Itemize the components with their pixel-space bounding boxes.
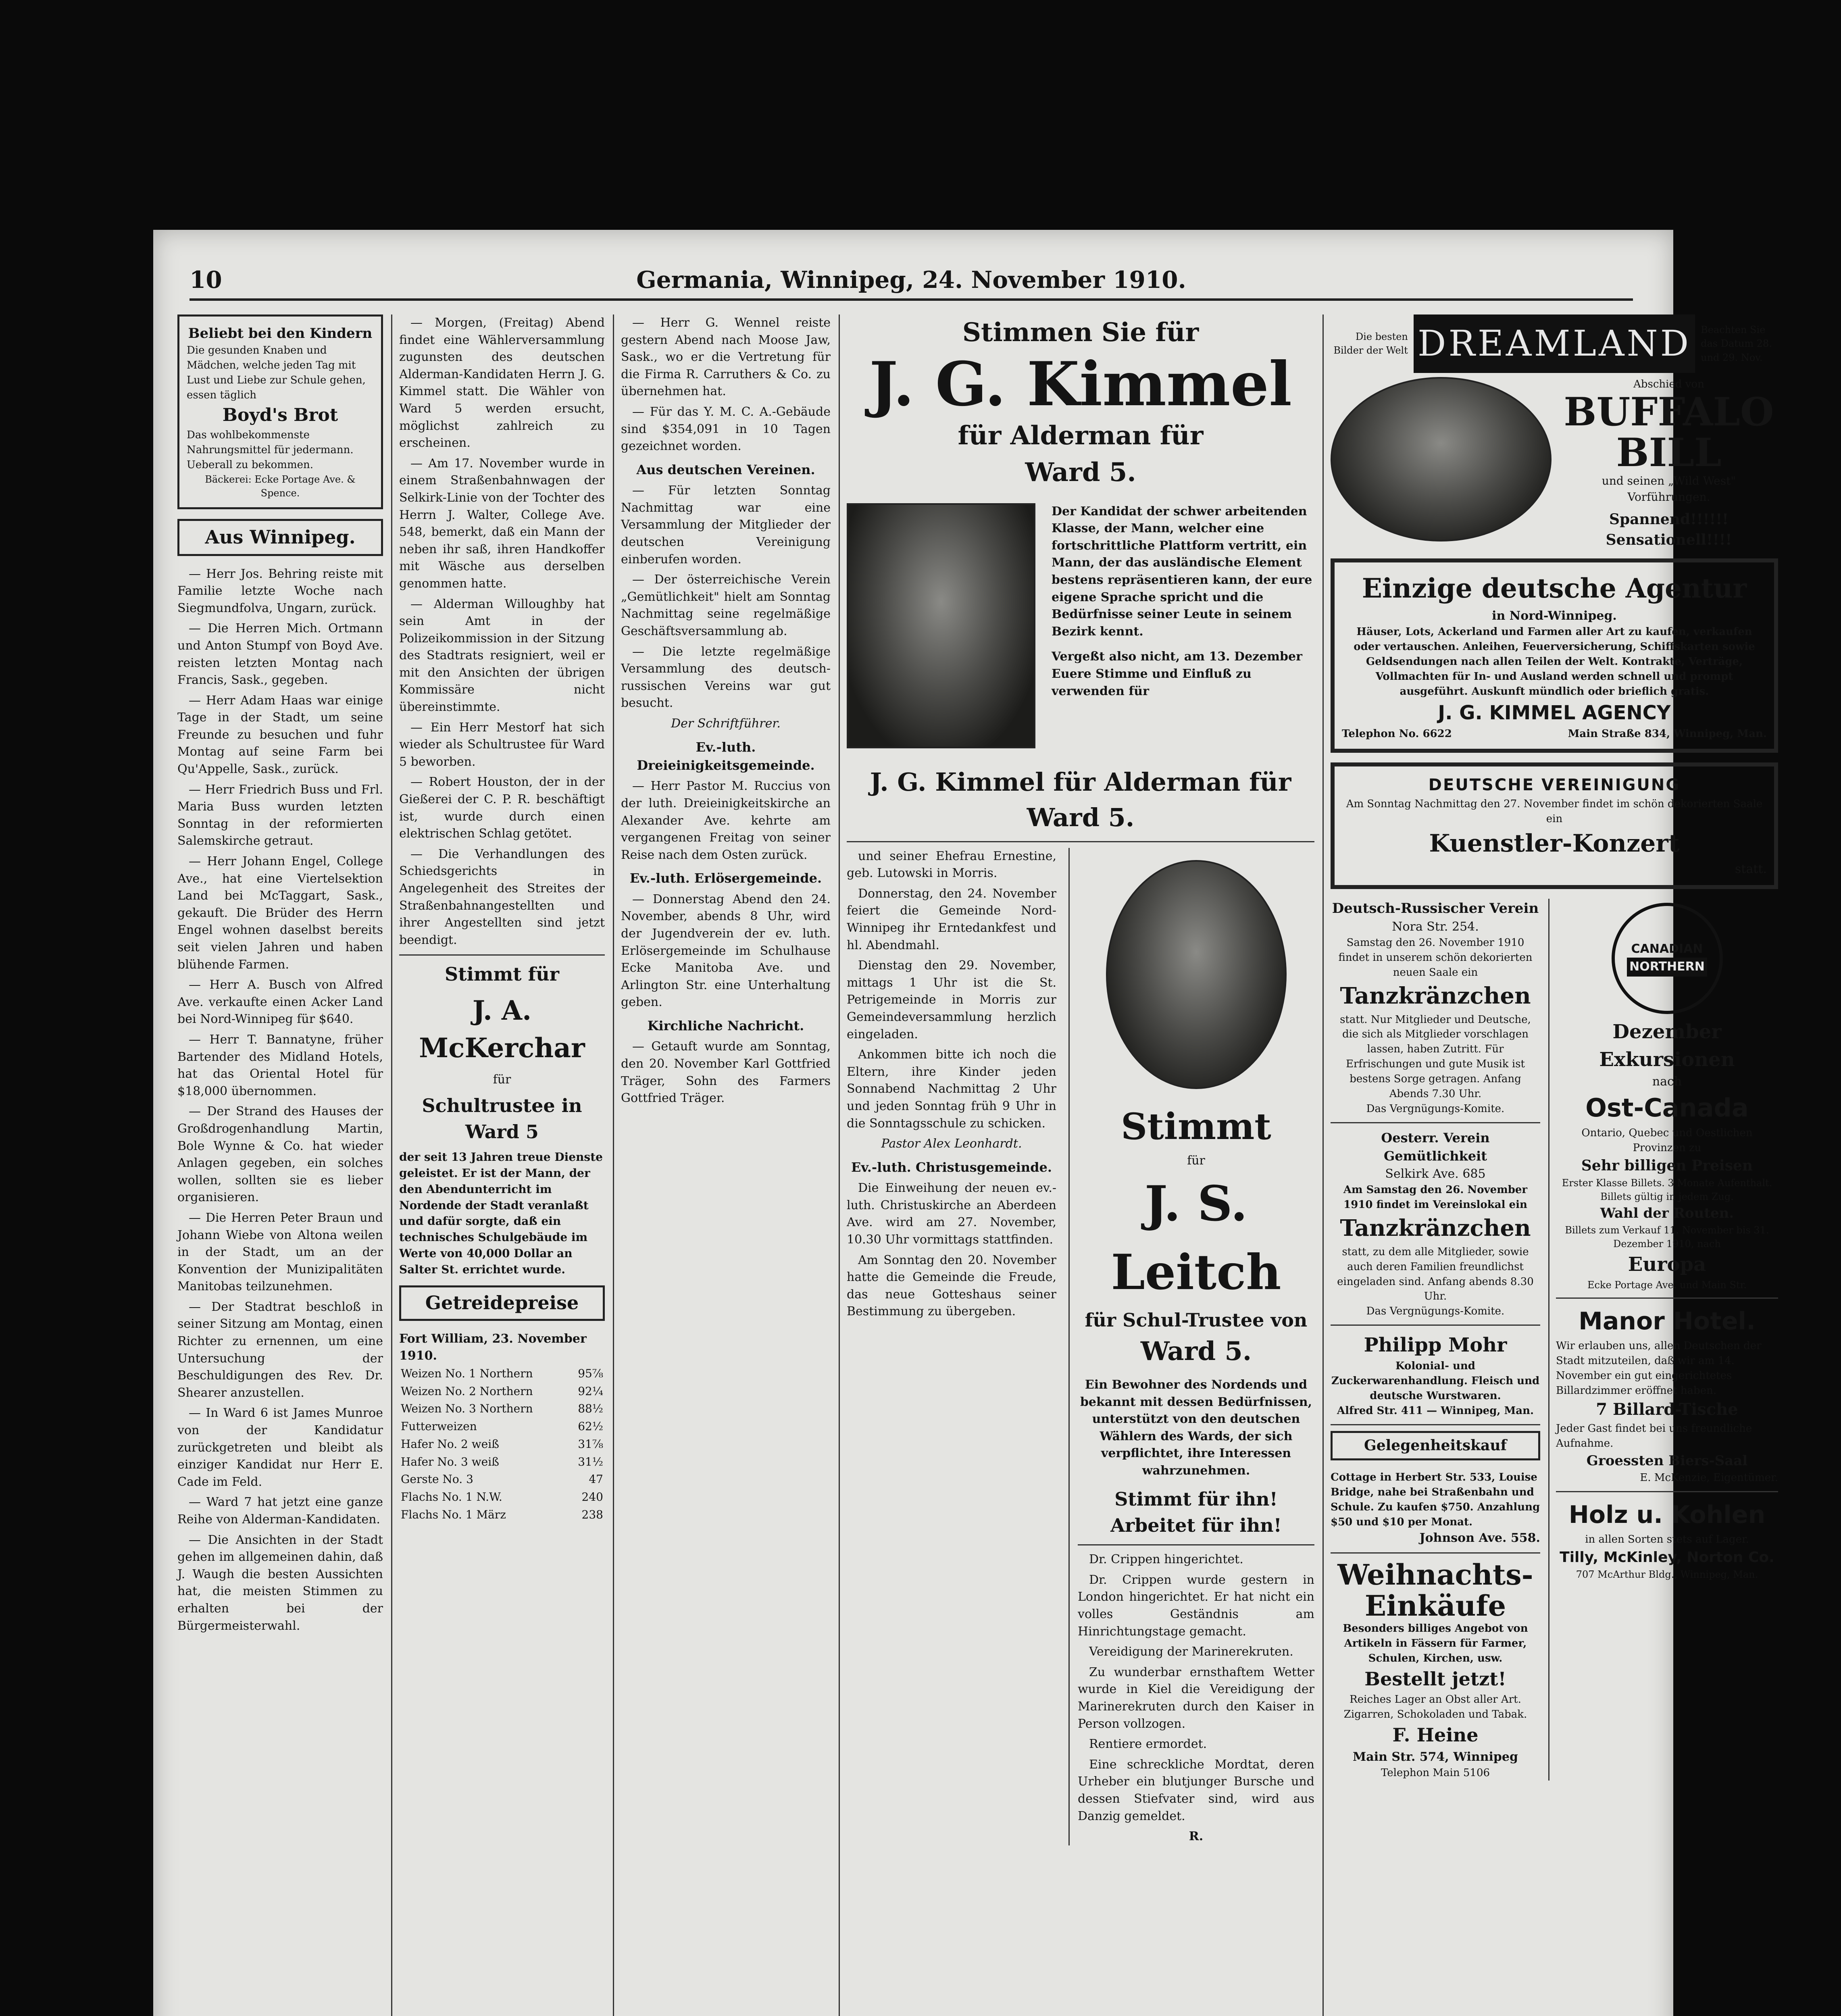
grain-row	[399, 1400, 605, 1418]
leitch-column	[1068, 848, 1314, 1845]
grain-row	[399, 1435, 605, 1453]
grain-name: Flachs No. 1 N.W.	[401, 1490, 502, 1504]
grain-row	[399, 1418, 605, 1435]
grain-name: Flachs No. 1 März	[401, 1508, 506, 1521]
oest-text2: statt, zu dem alle Mitglieder, sowie auch deren Familien freundlichst eingeladen sind. Anfang abends 8.30 Uhr.	[1337, 1245, 1534, 1303]
news-paragraph: — Morgen, (Freitag) Abend findet eine Wählerversammlung zugunsten des deutschen Alderman-Kandidaten Herrn J. G. Kimmel statt. Die Wähler von Ward 5 werden ersucht, möglichst zahlreich zu erscheinen.	[399, 316, 605, 450]
mohr-addr: Alfred Str. 411 — Winnipeg, Man.	[1337, 1405, 1534, 1417]
boyds-headline: Beliebt bei den Kindern	[188, 325, 373, 342]
grain-name: Weizen No. 1 Northern	[401, 1366, 533, 1380]
mckerchar-heading: Stimmt für	[444, 963, 560, 985]
grain-price: 31½	[578, 1455, 603, 1468]
news-paragraph: — Getauft wurde am Sonntag, den 20. November Karl Gottfried Träger, Sohn des Farmers Gottfried Träger.	[621, 1039, 831, 1106]
dv-statt: statt.	[1735, 862, 1767, 876]
holz-name: Tilly, McKinley, Norton Co.	[1560, 1549, 1774, 1566]
divider	[1078, 1544, 1314, 1545]
news-paragraph: — Herr G. Wennel reiste gestern Abend nach Moose Jaw, Sask., wo er die Vertretung für die Firma R. Carruthers & Co. zu übernehmen hat.	[621, 316, 831, 399]
oest-addr: Selkirk Ave. 685	[1385, 1166, 1486, 1181]
news-paragraph: — Herr Pastor M. Ruccius von der luth. Dreieinigkeitskirche an Alexander Ave. kehrte am vergangenen Freitag von seiner Reise nach dem Osten zurück.	[621, 779, 831, 862]
news-paragraph: — Herr Johann Engel, College Ave., hat eine Viertelsektion Land bei McTaggart, Sask., gekauft. Die Brüder des Herrn Engel wohnen daselbst bereits seit vielen Jahren und haben blühende Farmen.	[177, 854, 383, 972]
grain-price: 95⅞	[578, 1366, 603, 1380]
leitch-ward: Ward 5.	[1140, 1336, 1252, 1367]
agentur-addr: Main Straße 834, Winnipeg, Man.	[1568, 728, 1767, 740]
kimmel-text2: Vergeßt also nicht, am 13. Dezember Euere Stimme und Einfluß zu verwenden für	[1052, 650, 1302, 698]
holz-text: in allen Sorten stets auf Lager.	[1585, 1533, 1749, 1545]
agentur-title: Einzige deutsche Agentur	[1362, 573, 1747, 604]
oest-text: Am Samstag den 26. November 1910 findet im Vereinslokal ein	[1343, 1184, 1528, 1211]
dreamland-logo: DREAMLAND	[1414, 314, 1695, 373]
section-christusgemeinde: Ev.-luth. Christusgemeinde.	[851, 1159, 1052, 1175]
news-paragraph: — Herr Adam Haas war einige Tage in der Stadt, um seine Freunde zu besuchen und fuhr Montag auf seine Farm bei Qu'Appelle, Sask., zurück.	[177, 693, 383, 777]
cn-logo-line1: CANADIAN	[1631, 941, 1703, 956]
cn-text2: Erster Klasse Billets. 3 Monate Aufenthalt. Billets gültig in jedem Zug.	[1562, 1177, 1772, 1203]
news-paragraph: und seiner Ehefrau Ernestine, geb. Lutowski in Morris.	[847, 849, 1056, 881]
drv-addr: Nora Str. 254.	[1392, 919, 1479, 934]
news-paragraph: — Der Stadtrat beschloß in seiner Sitzung am Montag, einen Richter zu ernennen, um eine Untersuchung der Beschuldigungen des Rev. Dr. Shearer anzustellen.	[177, 1300, 383, 1400]
buffalo-cta1: Spannend!!!!!!	[1609, 510, 1729, 528]
grain-row	[399, 1383, 605, 1400]
buffalo-bill-name: BUFFALO BILL	[1564, 389, 1774, 475]
divider	[1331, 1424, 1540, 1425]
news-paragraph: — Die Verhandlungen des Schiedsgerichts in Angelegenheit des Streites der Straßenbahnangestellten und ihrer Angestellten sind jetzt beendigt.	[399, 847, 605, 947]
grain-price-table	[399, 1365, 605, 1524]
news-paragraph: — Ein Herr Mestorf hat sich wieder als Schultrustee für Ward 5 beworben.	[399, 720, 605, 769]
grain-row	[399, 1506, 605, 1524]
agentur-contact	[1342, 727, 1767, 741]
leitch-name: J. S. Leitch	[1111, 1175, 1281, 1301]
grain-row	[399, 1365, 605, 1383]
column-4-lower	[847, 848, 1314, 1845]
news-paragraph: — Am 17. November wurde in einem Straßenbahnwagen der Selkirk-Linie von der Tochter des Herrn J. Walter, College Ave. 548, bemerkt, daß ein Mann der neben ihr saß, ihren Handkoffer mit Wäsche aus derselben genommen hatte.	[399, 456, 605, 591]
cn-addr: Ecke Portage Ave. und Main Str.	[1587, 1279, 1747, 1291]
agentur-name: J. G. KIMMEL AGENCY	[1438, 702, 1671, 725]
kimmel-portrait	[847, 503, 1035, 748]
buffalo-bill-ad	[1331, 377, 1778, 550]
wk-tel: Telephon Main 5106	[1381, 1767, 1490, 1779]
leitch-text: Ein Bewohner des Nordends und bekannt mit dessen Bedürfnissen, unterstützt von den deutschen Wählern des Wards, der sich verpflichtet, ihre Interessen wahrzunehmen.	[1080, 1378, 1312, 1478]
grain-name: Futterweizen	[401, 1420, 477, 1433]
buffalo-cta2: Sensationell!!!!	[1606, 531, 1732, 549]
manor-sig: E. McKenzie, Eigentümer.	[1640, 1471, 1778, 1484]
gk-title: Gelegenheitskauf	[1331, 1431, 1540, 1460]
leitch-cta1: Stimmt für ihn!	[1114, 1488, 1278, 1510]
kimmel-ward: Ward 5.	[1025, 457, 1136, 487]
grain-price: 238	[581, 1508, 603, 1521]
cn-europa: Europa	[1628, 1253, 1706, 1276]
section-kirchliche-nachricht: Kirchliche Nachricht.	[647, 1018, 804, 1033]
news-paragraph: Vereidigung der Marinerekruten.	[1089, 1645, 1293, 1659]
column-rule	[391, 314, 392, 2016]
leitch-cta2: Arbeitet für ihn!	[1110, 1514, 1282, 1536]
column-1-articles	[177, 566, 383, 1635]
mckerchar-text: der seit 13 Jahren treue Dienste geleistet. Er ist der Mann, der den Abendunterricht im Nordende der Stadt veranlaßt und dafür sorgte, daß ein technisches Schulgebäude im Werte von 40,000 Dollar an Salter St. errichtet wurde.	[399, 1150, 603, 1276]
boyds-brand: Boyd's Brot	[222, 404, 338, 425]
kirchliche-articles	[621, 1038, 831, 1107]
wk-text: Besonders billiges Angebot von Artikeln in Fässern für Farmer, Schulen, Kirchen, usw.	[1343, 1622, 1528, 1665]
leitch-head: Stimmt	[1121, 1105, 1271, 1148]
section-aus-deutschen-vereinen: Aus deutschen Vereinen.	[636, 462, 815, 477]
wk-name: F. Heine	[1392, 1724, 1479, 1746]
manor-bier: Groessten Biers-Saal	[1586, 1452, 1748, 1469]
cn-nach: nach	[1652, 1074, 1682, 1089]
column-1	[177, 314, 383, 2016]
grain-price: 47	[589, 1472, 603, 1486]
leitch-role: für Schul-Trustee von	[1085, 1309, 1308, 1331]
column-5	[1331, 314, 1778, 2016]
news-paragraph: — In Ward 6 ist James Munroe von der Kandidatur zurückgetreten und bleibt als einziger Kandidat nur Herr E. Cade im Feld.	[177, 1406, 383, 1489]
drv-event: Tanzkränzchen	[1340, 983, 1531, 1010]
news-paragraph: — Herr Jos. Behring reiste mit Familie letzte Woche nach Siegmundfolva, Ungarn, zurück.	[177, 566, 383, 615]
cn-dest: Ost-Canada	[1585, 1093, 1749, 1123]
dreamland-ad	[1331, 314, 1778, 373]
wk-cta: Bestellt jetzt!	[1364, 1668, 1506, 1690]
column-3-news	[621, 314, 831, 455]
buffalo-bill-text	[1560, 377, 1778, 550]
news-paragraph: — Herr A. Busch von Alfred Ave. verkaufte einen Acker Land bei Nord-Winnipeg für $640.	[177, 978, 383, 1027]
news-paragraph: — Donnerstag Abend den 24. November, abends 8 Uhr, wird der Jugendverein der ev. luth. Erlösergemeinde im Schulhause Ecke Manitoba Ave. und Arlington Str. eine Unterhaltung geben.	[621, 892, 831, 1010]
dv-title: DEUTSCHE VEREINIGUNG	[1428, 776, 1681, 795]
divider	[399, 954, 605, 956]
dreamland-left: Die besten Bilder der Welt	[1333, 331, 1408, 356]
column-4	[847, 314, 1314, 2016]
grain-price: 88½	[578, 1402, 603, 1416]
vereine-articles	[621, 482, 831, 712]
leitch-fuer: für	[1187, 1154, 1205, 1168]
oest-event: Tanzkränzchen	[1340, 1215, 1531, 1242]
column-rule	[839, 314, 840, 2016]
boyds-text: Die gesunden Knaben und Mädchen, welche jeden Tag mit Lust und Liebe zur Schule gehen, essen täglich	[187, 344, 366, 401]
news-paragraph: — Herr Friedrich Buss und Frl. Maria Buss wurden letzten Sonntag in der reformierten Salemskirche getraut.	[177, 782, 383, 848]
news-paragraph: — Ward 7 hat jetzt eine ganze Reihe von Alderman-Kandidaten.	[177, 1495, 383, 1527]
manor-billard: 7 Billard-Tische	[1596, 1400, 1738, 1419]
deutsche-vereinigung-ad	[1331, 762, 1778, 889]
column-4-right-news	[1078, 1551, 1314, 1825]
cn-routes: Wahl der Routen.	[1600, 1205, 1734, 1222]
news-paragraph: — Für letzten Sonntag Nachmittag war eine Versammlung der Mitglieder der deutschen Vereinigung einberufen worden.	[621, 483, 831, 566]
dreamland-right: Beachten Sie das Datum 28. und 29. Nov.	[1701, 324, 1772, 363]
divider	[1331, 1325, 1540, 1326]
cn-logo-line2: NORTHERN	[1627, 958, 1707, 977]
news-paragraph: — Robert Houston, der in der Gießerei der C. P. R. beschäftigt ist, wurde durch einen elektrischen Schlag getötet.	[399, 775, 605, 841]
news-paragraph: Dr. Crippen hingerichtet.	[1089, 1552, 1243, 1567]
manor-text: Wir erlauben uns, allen Deutschen der Stadt mitzuteilen, daß wir am 14. November ein gut eingerichtetes Billardzimmer eröffnet haben.	[1556, 1340, 1762, 1397]
news-paragraph: — Herr T. Bannatyne, früher Bartender des Midland Hotels, hat das Oriental Hotel für $18,000 übernommen.	[177, 1032, 383, 1098]
grain-price: 92¼	[578, 1384, 603, 1398]
column-rule	[1322, 314, 1324, 2016]
column-2-articles	[399, 314, 605, 949]
cn-text: Ontario, Quebec und Oestlichen Provinzen zu	[1581, 1127, 1753, 1154]
page-number: 10	[190, 266, 222, 294]
buffalo-bill-sub: und seinen „Wild West" Vorführungen.	[1602, 474, 1736, 504]
drv-title: Deutsch-Russischer Verein	[1332, 900, 1539, 917]
grain-row	[399, 1470, 605, 1488]
grain-name: Weizen No. 3 Northern	[401, 1402, 533, 1416]
kimmel-ad	[847, 314, 1314, 835]
agentur-tel: Telephon No. 6622	[1342, 728, 1452, 740]
wk-addr: Main Str. 574, Winnipeg	[1353, 1749, 1518, 1764]
grain-row	[399, 1488, 605, 1506]
signature-r: R.	[1189, 1829, 1204, 1844]
cn-text3: Billets zum Verkauf 11. November bis 31. Dezember 1910, nach	[1565, 1224, 1769, 1250]
wk-title: Weihnachts-Einkäufe	[1337, 1558, 1533, 1623]
signature-schriftfuehrer: Der Schriftführer.	[671, 716, 781, 731]
mckerchar-name: J. A. McKerchar	[419, 994, 585, 1064]
gk-text: Cottage in Herbert Str. 533, Louise Bridge, nahe bei Straßenbahn und Schule. Zu kaufen $750. Anzahlung $50 und $10 per Monat.	[1331, 1471, 1540, 1528]
news-paragraph: Dr. Crippen wurde gestern in London hingerichtet. Er hat nicht ein volles Geständnis am Hinrichtungstage gemacht.	[1078, 1572, 1314, 1639]
wk-text2: Reiches Lager an Obst aller Art. Zigarren, Schokoladen und Tabak.	[1343, 1693, 1527, 1721]
news-paragraph: Dienstag den 29. November, mittags 1 Uhr ist die St. Petrigemeinde in Morris zur Gemeindeversammlung herzlich eingeladen.	[847, 958, 1056, 1041]
grain-name: Hafer No. 2 weiß	[401, 1437, 499, 1451]
mohr-text: Kolonial- und Zuckerwarenhandlung. Fleisch und deutsche Wurstwaren.	[1331, 1360, 1540, 1402]
kimmel-body	[847, 503, 1314, 748]
news-paragraph: — Die Herren Mich. Ortmann und Anton Stumpf von Boyd Ave. reisten letzten Montag nach Francis, Sask., gegeben.	[177, 621, 383, 687]
grain-row	[399, 1453, 605, 1471]
drv-sig: Das Vergnügungs-Komite.	[1366, 1103, 1505, 1115]
leitch-portrait	[1106, 860, 1287, 1089]
news-paragraph: — Für das Y. M. C. A.-Gebäude sind $354,091 in 10 Tagen gezeichnet worden.	[621, 404, 831, 454]
grain-name: Hafer No. 3 weiß	[401, 1455, 499, 1468]
section-aus-winnipeg: Aus Winnipeg.	[177, 519, 383, 556]
holz-title: Holz u. Kohlen	[1568, 1500, 1766, 1529]
column-5-right	[1548, 899, 1778, 1781]
boyds-contact: Bäckerei: Ecke Portage Ave. & Spence.	[205, 474, 356, 499]
news-paragraph: — Der Strand des Hauses der Großdrogenhandlung Martin, Bole Wynne & Co. hat wieder Anlagen gegeben, ein solches wollen, sollten sie es lieber organisieren.	[177, 1104, 383, 1205]
column-3	[621, 314, 831, 2016]
dreamland-sub: Abschied von	[1633, 378, 1704, 390]
news-paragraph: Am Sonntag den 20. November hatte die Gemeinde die Freude, das neue Gotteshaus seiner Bestimmung zu übergeben.	[847, 1253, 1056, 1319]
column-4-left-news	[847, 848, 1056, 1845]
christus-articles-a	[847, 848, 1056, 1133]
news-paragraph: — Der österreichische Verein „Gemütlichkeit" hielt am Sonntag Nachmittag seine regelmäßige Geschäftsversammlung ab.	[621, 573, 831, 638]
grain-heading: Getreidepreise	[399, 1285, 605, 1320]
manor-title: Manor Hotel.	[1579, 1307, 1756, 1336]
news-paragraph: — Die Herren Peter Braun und Johann Wiebe von Altona weilen in der Stadt, um an der Konvention der Munizipalitäten Manitobas teilzunehmen.	[177, 1210, 383, 1294]
mckerchar-fuer: für	[493, 1073, 511, 1087]
divider	[1331, 1552, 1540, 1554]
news-paragraph: — Die Ansichten in der Stadt gehen im allgemeinen dahin, daß J. Waugh die besten Aussichten hat, die meisten Stimmen zu erhalten bei der Bürgermeisterwahl.	[177, 1533, 383, 1633]
section-erloeser: Ev.-luth. Erlösergemeinde.	[629, 871, 822, 886]
cn-price: Sehr billigen Preisen	[1581, 1157, 1753, 1175]
signature-leonhardt: Pastor Alex Leonhardt.	[881, 1137, 1022, 1151]
kimmel-name: J. G. Kimmel	[869, 348, 1292, 420]
kimmel-bottom: J. G. Kimmel für Alderman für Ward 5.	[870, 767, 1291, 832]
oest-title: Oesterr. Verein Gemütlichkeit	[1381, 1130, 1490, 1164]
grain-price: 62½	[578, 1420, 603, 1433]
oest-sig: Das Vergnügungs-Komite.	[1366, 1305, 1505, 1318]
section-dreieinigkeit: Ev.-luth. Dreieinigkeitsgemeinde.	[637, 739, 815, 773]
dv-text: Am Sonntag Nachmittag den 27. November findet im schön dekorierten Saale ein	[1346, 798, 1763, 825]
gk-sig: Johnson Ave. 558.	[1419, 1531, 1540, 1545]
kimmel-text-block	[1052, 503, 1314, 748]
dreieinigkeit-articles	[621, 778, 831, 864]
agentur-text: Häuser, Lots, Ackerland und Farmen aller Art zu kaufen, verkaufen oder vertauschen. Anleihen, Feuerversicherung, Schiffskarten sowie Geldsendungen nach allen Teilen der Welt. Kontrakte, Verträge, Vollmachten für In- und Ausland werden schnell und prompt ausgeführt. Auskunft mündlich oder brieflich gratis.	[1354, 626, 1755, 698]
news-paragraph: Die Einweihung der neuen ev.-luth. Christuskirche an Aberdeen Ave. wird am 27. November, 10.30 Uhr vormittags stattfinden.	[847, 1181, 1056, 1247]
divider	[1556, 1491, 1778, 1492]
kimmel-text: Der Kandidat der schwer arbeitenden Klasse, der Mann, welcher eine fortschrittliche Plattform vertritt, ein Mann, der das ausländische Element bestens repräsentieren kann, der eure eigene Sprache spricht und die Bedürfnisse seiner Leute in seinem Bezirk kennt.	[1052, 504, 1312, 639]
buffalo-bill-portrait	[1331, 377, 1552, 541]
news-paragraph: Zu wunderbar ernsthaftem Wetter wurde in Kiel die Vereidigung der Marinerekruten durch den Kaiser in Person vollzogen.	[1078, 1665, 1314, 1731]
grain-name: Weizen No. 2 Northern	[401, 1384, 533, 1398]
news-paragraph: Eine schreckliche Mordtat, deren Urheber ein blutjunger Bursche und dessen Stiefvater sind, wird aus Danzig gemeldet.	[1078, 1757, 1314, 1823]
column-rule	[613, 314, 614, 2016]
divider	[1556, 1297, 1778, 1299]
agentur-sub: in Nord-Winnipeg.	[1492, 608, 1617, 623]
drv-text2: statt. Nur Mitglieder und Deutsche, die sich als Mitglieder vorschlagen lassen, haben Zutritt. Für Erfrischungen und gute Musik ist bestens Sorge getragen. Anfang Abends 7.30 Uhr.	[1340, 1013, 1531, 1100]
divider	[847, 841, 1314, 842]
column-2	[399, 314, 605, 2016]
mckerchar-role: Schultrustee in Ward 5	[422, 1094, 582, 1143]
news-paragraph: Donnerstag, den 24. November feiert die Gemeinde Nord-Winnipeg ihr Erntedankfest und hl. Abendmahl.	[847, 886, 1056, 952]
news-paragraph: — Alderman Willoughby hat sein Amt in der Polizeikommission in der Sitzung des Stadtrats resigniert, weil er mit den Ansichten der übrigen Kommissäre nicht übereinstimmte.	[399, 597, 605, 714]
kimmel-agency-ad	[1331, 558, 1778, 753]
kimmel-role: für Alderman für	[958, 420, 1204, 451]
grain-name: Gerste No. 3	[401, 1472, 473, 1486]
grain-date: Fort William, 23. November 1910.	[399, 1331, 587, 1363]
holz-addr: 707 McArthur Bldg., Winnipeg, Man.	[1576, 1568, 1758, 1580]
news-paragraph: Rentiere ermordet.	[1089, 1737, 1207, 1752]
kimmel-top: Stimmen Sie für	[962, 317, 1199, 348]
column-5-left	[1331, 899, 1540, 1781]
christus-articles-b	[847, 1180, 1056, 1320]
masthead-title: Germania, Winnipeg, 24. November 1910.	[636, 266, 1186, 294]
drv-text: Samstag den 26. November 1910 findet in unserem schön dekorierten neuen Saale ein	[1338, 937, 1533, 979]
news-paragraph: Ankommen bitte ich noch die Eltern, ihre Kinder jeden Sonnabend Nachmittag 2 Uhr und jeden Sonntag früh 9 Uhr in die Sonntagsschule zu schicken.	[847, 1048, 1056, 1131]
mohr-name: Philipp Mohr	[1364, 1334, 1507, 1357]
erloeser-articles	[621, 891, 831, 1011]
grain-price: 240	[581, 1490, 603, 1504]
column-5-lower	[1331, 899, 1778, 1781]
masthead	[190, 266, 1633, 301]
newspaper-page	[153, 230, 1778, 2016]
news-paragraph: — Die letzte regelmäßige Versammlung des deutsch-russischen Vereins war gut besucht.	[621, 644, 831, 710]
cn-title: Dezember Exkursionen	[1599, 1020, 1735, 1071]
canadian-northern-logo	[1612, 903, 1723, 1014]
boyds-sub: Das wohlbekommenste Nahrungsmittel für jedermann. Ueberall zu bekommen.	[187, 429, 354, 471]
manor-text2: Jeder Gast findet bei uns freundliche Aufnahme.	[1556, 1422, 1752, 1450]
boyds-ad	[177, 314, 383, 509]
divider	[1331, 1122, 1540, 1123]
grain-price: 31⅞	[578, 1437, 603, 1451]
dv-event: Kuenstler-Konzert	[1429, 829, 1680, 858]
